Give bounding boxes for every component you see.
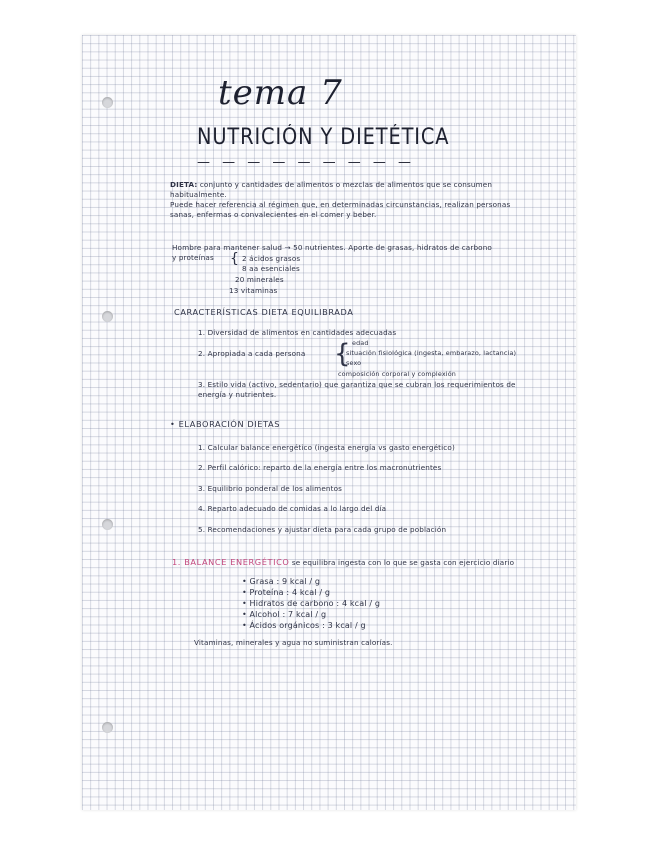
nutrient-item: 8 aa esenciales bbox=[242, 264, 300, 273]
brace-icon: { bbox=[334, 339, 351, 369]
page-title: NUTRICIÓN Y DIETÉTICA bbox=[197, 125, 450, 150]
header-script: tema 7 bbox=[218, 73, 343, 113]
binder-hole bbox=[102, 722, 113, 733]
caracteristica-item: 3. Estilo vida (activo, sedentario) que garantiza que se cubran los requerimientos de bbox=[198, 380, 516, 389]
title-underline: — — — — — — — — — bbox=[197, 155, 416, 170]
energy-item: • Alcohol : 7 kcal / g bbox=[242, 610, 327, 619]
binder-hole bbox=[102, 311, 113, 322]
energy-item: • Grasa : 9 kcal / g bbox=[242, 577, 321, 586]
nutrient-item: 20 minerales bbox=[235, 275, 284, 284]
energy-item: • Hidratos de carbono : 4 kcal / g bbox=[242, 599, 381, 608]
dieta-term: DIETA: bbox=[170, 180, 198, 189]
nutrient-item: 13 vitaminas bbox=[229, 286, 278, 295]
caracteristicas-heading: CARACTERÍSTICAS DIETA EQUILIBRADA bbox=[174, 307, 354, 317]
dieta-definition: conjunto y cantidades de alimentos o mezclas de alimentos que se consumen bbox=[199, 180, 493, 189]
balance-text: se equilibra ingesta con lo que se gasta con ejercicio diario bbox=[291, 558, 515, 567]
factor-item: situación fisiológica (ingesta, embarazo, lactancia) bbox=[346, 349, 517, 357]
factor-item: edad bbox=[352, 339, 369, 347]
balance-footer: Vitaminas, minerales y agua no suministran calorías. bbox=[194, 638, 393, 647]
dieta-line-3: Puede hacer referencia al régimen que, en determinadas circunstancias, realizan personas bbox=[170, 200, 511, 209]
elaboracion-step: 2. Perfil calórico: reparto de la energía entre los macronutrientes bbox=[198, 463, 442, 472]
elaboracion-step: 5. Recomendaciones y ajustar dieta para cada grupo de población bbox=[198, 525, 447, 534]
elaboracion-step: 1. Calcular balance energético (ingesta energía vs gasto energético) bbox=[198, 443, 455, 452]
factor-item: sexo bbox=[346, 359, 362, 367]
dieta-line-1 bbox=[170, 180, 492, 189]
dieta-line-2: habitualmente. bbox=[170, 190, 227, 199]
binder-hole bbox=[102, 97, 113, 108]
hombre-line-1: Hombre para mantener salud → 50 nutrientes. Aporte de grasas, hidratos de carbono bbox=[172, 243, 492, 252]
energy-item: • Ácidos orgánicos : 3 kcal / g bbox=[242, 621, 366, 630]
elaboracion-step: 4. Reparto adecuado de comidas a lo largo del día bbox=[198, 504, 387, 513]
hombre-line-2: y proteínas bbox=[172, 253, 214, 262]
caracteristica-item-cont: energía y nutrientes. bbox=[198, 390, 277, 399]
caracteristica-item: 1. Diversidad de alimentos en cantidades adecuadas bbox=[198, 328, 397, 337]
notebook-page bbox=[82, 35, 576, 810]
caracteristica-item: 2. Apropiada a cada persona bbox=[198, 349, 306, 358]
dieta-line-4: sanas, enfermas o convalecientes en el comer y beber. bbox=[170, 210, 377, 219]
binder-hole bbox=[102, 519, 113, 530]
elaboracion-heading: • ELABORACIÓN DIETAS bbox=[170, 419, 281, 429]
energy-item: • Proteína : 4 kcal / g bbox=[242, 588, 331, 597]
elaboracion-step: 3. Equilibrio ponderal de los alimentos bbox=[198, 484, 343, 493]
balance-line bbox=[172, 557, 514, 567]
factor-item: composición corporal y complexión bbox=[338, 370, 456, 378]
brace-icon: { bbox=[230, 251, 239, 267]
nutrient-item: 2 ácidos grasos bbox=[242, 254, 301, 263]
balance-heading: 1. BALANCE ENERGÉTICO bbox=[172, 557, 290, 567]
